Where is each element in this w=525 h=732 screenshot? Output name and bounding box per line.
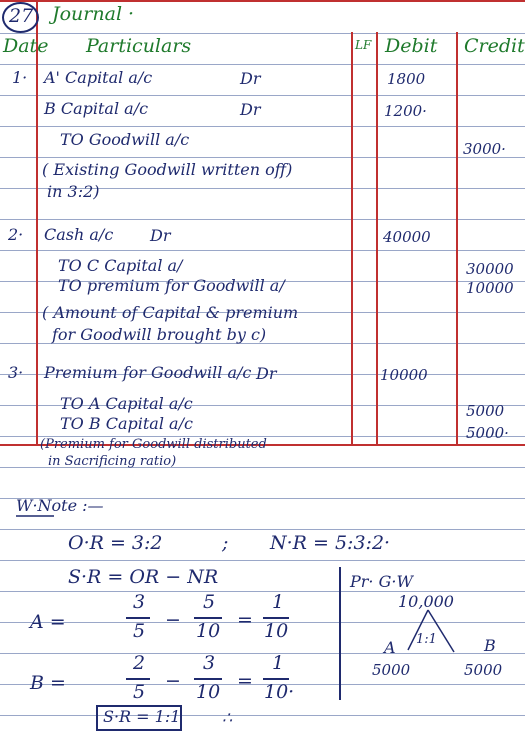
- sacrifice-ratio-result: S·R = 1:1: [103, 707, 181, 726]
- partner-a-share: 5000: [372, 661, 411, 679]
- minus-sign: −: [165, 670, 181, 692]
- sacrifice-formula: S·R = OR − NR: [68, 566, 219, 588]
- partner-b-label: B: [484, 636, 496, 655]
- column-header-lf: LF: [355, 38, 372, 52]
- row-label: B =: [30, 672, 66, 694]
- page-title: Journal ·: [52, 3, 135, 25]
- old-ratio: O·R = 3:2: [68, 532, 163, 554]
- credit-amount: 30000: [466, 260, 514, 278]
- dr-marker: Dr: [256, 364, 277, 383]
- entry-line: B Capital a/c: [44, 99, 149, 118]
- fraction-numerator: 1: [272, 591, 285, 613]
- narration-line: in Sacrificing ratio): [48, 454, 177, 469]
- fraction-numerator: 1: [272, 652, 285, 674]
- minus-sign: −: [165, 609, 181, 631]
- entry-date: 2·: [8, 225, 24, 244]
- debit-amount: 1800: [387, 70, 426, 88]
- ratio-separator: ;: [222, 532, 229, 554]
- equals-sign: =: [237, 609, 253, 631]
- dr-marker: Dr: [150, 226, 171, 245]
- narration-line: in 3:2): [47, 182, 100, 201]
- new-ratio: N·R = 5:3:2·: [270, 532, 391, 554]
- entry-line: TO A Capital a/c: [60, 394, 193, 413]
- fraction-bar: [194, 617, 222, 619]
- fraction-bar: [263, 678, 289, 680]
- narration-line: (Premium for Goodwill distributed: [40, 437, 267, 452]
- entry-line: Cash a/c: [44, 225, 114, 244]
- fraction-denominator: 5: [133, 620, 146, 642]
- partner-b-share: 5000: [464, 661, 503, 679]
- question-number: 27: [9, 5, 34, 27]
- fraction-denominator: 5: [133, 681, 146, 703]
- column-header-debit: Debit: [385, 35, 438, 57]
- entry-date: 1·: [12, 68, 28, 87]
- credit-amount: 5000·: [466, 424, 509, 442]
- premium-goodwill-amount: 10,000: [398, 592, 454, 611]
- fraction-denominator: 10: [264, 620, 289, 642]
- entry-line: A' Capital a/c: [44, 68, 153, 87]
- partner-a-label: A: [384, 638, 396, 657]
- fraction-denominator: 10: [196, 681, 221, 703]
- dr-marker: Dr: [240, 100, 261, 119]
- fraction-numerator: 3: [133, 591, 146, 613]
- narration-line: for Goodwill brought by c): [52, 325, 267, 344]
- premium-goodwill-label: Pr· G·W: [350, 572, 413, 591]
- credit-amount: 10000: [466, 279, 514, 297]
- fraction-bar: [263, 617, 289, 619]
- column-header-date: Date: [3, 35, 49, 57]
- credit-amount: 3000·: [463, 140, 506, 158]
- fraction-denominator: 10·: [264, 681, 295, 703]
- credit-amount: 5000: [466, 402, 505, 420]
- entry-line: Premium for Goodwill a/c: [44, 363, 252, 382]
- entry-line: TO premium for Goodwill a/: [58, 276, 285, 295]
- therefore-symbol: ∴: [222, 708, 233, 727]
- fraction-numerator: 2: [133, 652, 146, 674]
- fraction-bar: [126, 678, 150, 680]
- entry-line: TO Goodwill a/c: [60, 130, 190, 149]
- fraction-numerator: 5: [203, 591, 216, 613]
- dr-marker: Dr: [240, 69, 261, 88]
- column-header-particulars: Particulars: [86, 35, 192, 57]
- fraction-numerator: 3: [203, 652, 216, 674]
- working-note-title: W·Note :—: [16, 496, 104, 515]
- fraction-bar: [126, 617, 150, 619]
- entry-line: TO C Capital a/: [58, 256, 183, 275]
- entry-date: 3·: [8, 363, 24, 382]
- debit-amount: 40000: [383, 228, 431, 246]
- distribution-ratio: 1:1: [416, 632, 437, 647]
- narration-line: ( Amount of Capital & premium: [42, 303, 299, 322]
- fraction-bar: [194, 678, 222, 680]
- column-header-credit: Credit: [464, 35, 525, 57]
- debit-amount: 10000: [380, 366, 428, 384]
- equals-sign: =: [237, 670, 253, 692]
- fraction-denominator: 10: [196, 620, 221, 642]
- row-label: A =: [30, 611, 66, 633]
- entry-line: TO B Capital a/c: [60, 414, 193, 433]
- narration-line: ( Existing Goodwill written off): [42, 160, 293, 179]
- debit-amount: 1200·: [384, 102, 427, 120]
